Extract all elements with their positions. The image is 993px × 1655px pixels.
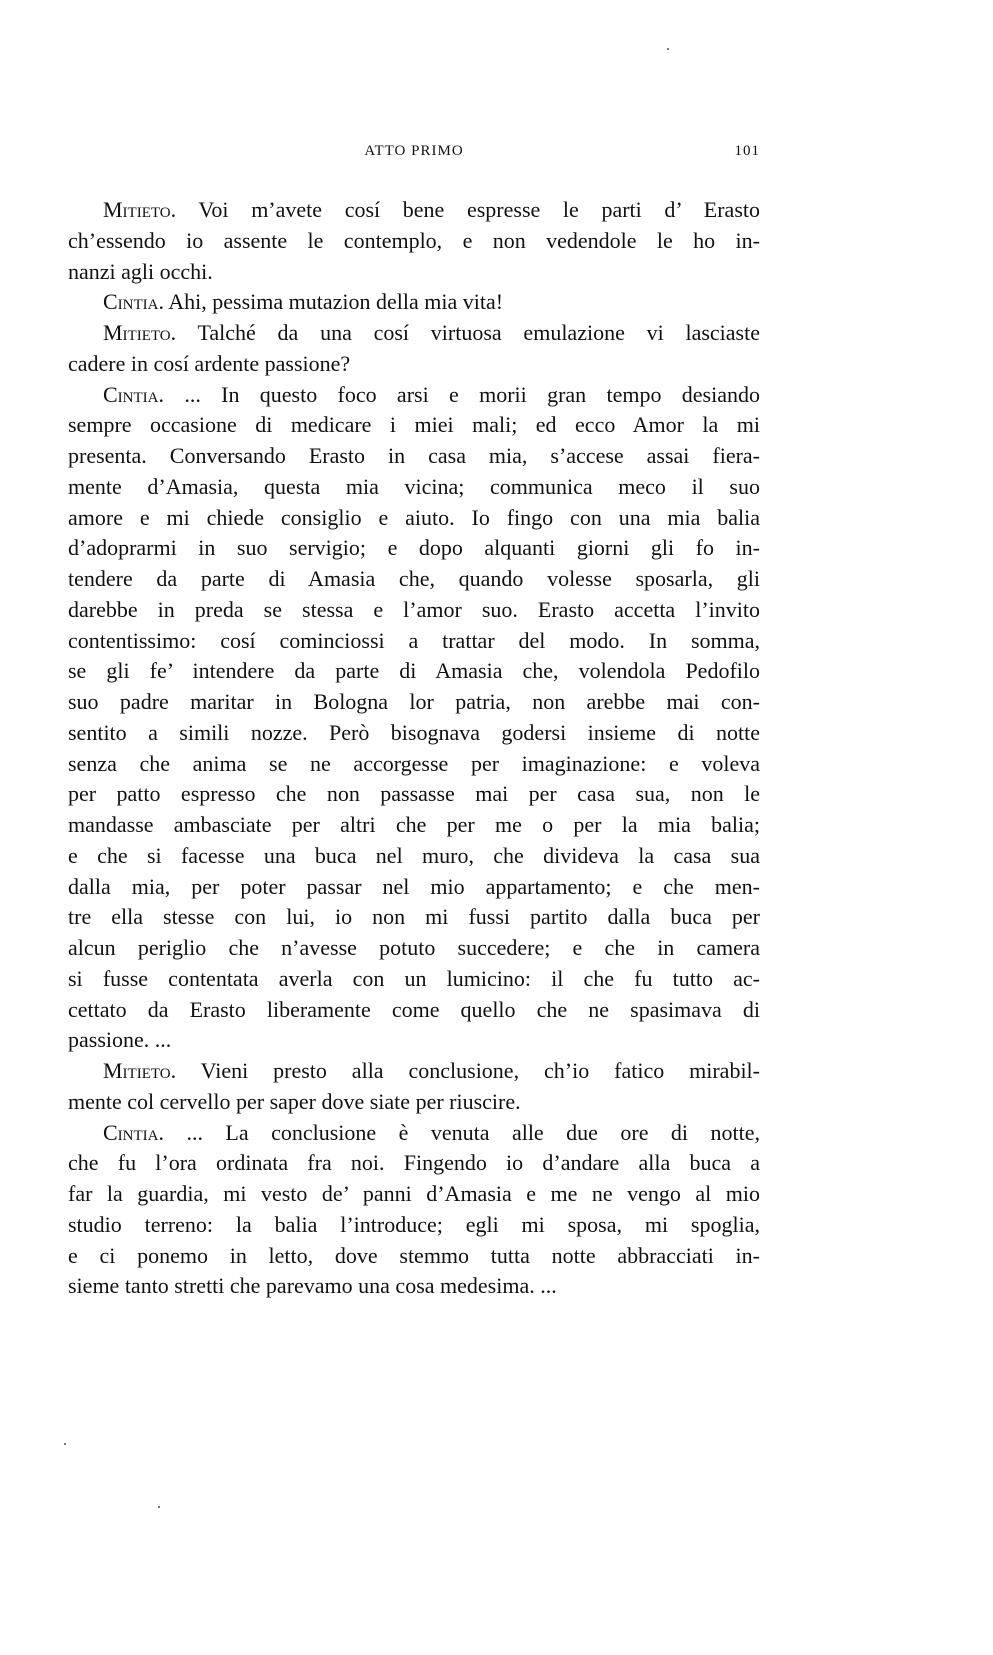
line-text: ... La conclusione è venuta alle due ore di notte, xyxy=(164,1119,760,1145)
line-text: ch’essendo io assente le contemplo, e non vedendole le ho in- xyxy=(68,227,760,253)
scan-speck xyxy=(158,1506,160,1508)
text-line xyxy=(68,1025,760,1056)
speaker-name: Mitieto. xyxy=(103,1058,177,1083)
text-line xyxy=(68,287,760,318)
speaker-name: Cintia. xyxy=(103,1119,164,1145)
line-text: Ahi, pessima mutazion della mia vita! xyxy=(164,289,504,315)
text-line xyxy=(68,656,760,687)
text-line xyxy=(68,1087,760,1118)
line-text: Voi m’avete cosí bene espresse le parti d’ Erasto xyxy=(176,197,760,222)
line-text: sentito a simili nozze. Però bisognava godersi insieme di notte xyxy=(68,719,760,745)
text-line xyxy=(68,1056,760,1087)
page-number: 101 xyxy=(734,143,760,159)
line-text: e ci ponemo in letto, dove stemmo tutta notte abbracciati in- xyxy=(68,1242,760,1268)
line-text: ... In questo foco arsi e morii gran tempo desiando xyxy=(164,381,760,407)
text-line xyxy=(68,749,760,780)
line-text: sempre occasione di medicare i miei mali; ed ecco Amor la mi xyxy=(68,412,760,438)
line-text: dalla mia, per poter passar nel mio appartamento; e che men- xyxy=(68,873,760,899)
page-header xyxy=(68,143,760,167)
text-line xyxy=(68,195,760,226)
line-text: tendere da parte di Amasia che, quando volesse sposarla, gli xyxy=(68,566,760,591)
text-line xyxy=(68,779,760,810)
speaker-name: Cintia. xyxy=(103,289,164,315)
line-text: presenta. Conversando Erasto in casa mia, s’accese assai fiera- xyxy=(68,443,760,468)
text-line xyxy=(68,902,760,933)
line-text: darebbe in preda se stessa e l’amor suo. Erasto accetta l’invito xyxy=(68,596,760,622)
dialogue-text xyxy=(68,195,760,1302)
speaker-name: Mitieto. xyxy=(103,197,177,222)
line-text: mente col cervello per saper dove siate per riuscire. xyxy=(68,1088,521,1114)
line-text: che fu l’ora ordinata fra noi. Fingendo io d’andare alla buca a xyxy=(68,1150,760,1176)
text-line xyxy=(68,410,760,441)
text-line xyxy=(68,226,760,257)
speaker-name: Mitieto. xyxy=(103,320,177,345)
line-text: contentissimo: cosí cominciossi a trattar del modo. In somma, xyxy=(68,627,760,653)
text-line xyxy=(68,318,760,349)
text-line xyxy=(68,1179,760,1210)
text-line xyxy=(68,380,760,411)
text-line xyxy=(68,933,760,964)
text-line xyxy=(68,841,760,872)
text-line xyxy=(68,349,760,380)
line-text: amore e mi chiede consiglio e aiuto. Io fingo con una mia balia xyxy=(68,504,760,530)
text-line xyxy=(68,1210,760,1241)
text-line xyxy=(68,872,760,903)
line-text: si fusse contentata averla con un lumicino: il che fu tutto ac- xyxy=(68,965,760,991)
text-line xyxy=(68,257,760,288)
line-text: se gli fe’ intendere da parte di Amasia che, volendola Pedofilo xyxy=(68,658,760,684)
line-text: senza che anima se ne accorgesse per imaginazione: e voleva xyxy=(68,750,760,776)
line-text: passione. ... xyxy=(68,1027,172,1053)
text-line xyxy=(68,1148,760,1179)
text-line xyxy=(68,810,760,841)
speaker-name: Cintia. xyxy=(103,381,164,407)
line-text: mente d’Amasia, questa mia vicina; communica meco il suo xyxy=(68,473,760,499)
line-text: cadere in cosí ardente passione? xyxy=(68,350,351,376)
line-text: Talché da una cosí virtuosa emulazione vi lasciaste xyxy=(176,320,760,345)
text-line xyxy=(68,472,760,503)
text-line xyxy=(68,1241,760,1272)
text-line xyxy=(68,1271,760,1302)
text-line xyxy=(68,995,760,1026)
line-text: far la guardia, mi vesto de’ panni d’Amasia e me ne vengo al mio xyxy=(68,1181,760,1206)
text-line xyxy=(68,595,760,626)
line-text: nanzi agli occhi. xyxy=(68,258,213,284)
text-line xyxy=(68,533,760,564)
line-text: per patto espresso che non passasse mai per casa sua, non le xyxy=(68,781,760,807)
text-line xyxy=(68,687,760,718)
text-line xyxy=(68,503,760,534)
text-line xyxy=(68,1118,760,1149)
text-line xyxy=(68,564,760,595)
text-line xyxy=(68,626,760,657)
line-text: mandasse ambasciate per altri che per me o per la mia balia; xyxy=(68,812,760,837)
line-text: tre ella stesse con lui, io non mi fussi partito dalla buca per xyxy=(68,904,760,930)
line-text: studio terreno: la balia l’introduce; egli mi sposa, mi spoglia, xyxy=(68,1211,760,1237)
scan-speck xyxy=(64,1443,66,1445)
line-text: suo padre maritar in Bologna lor patria, non arebbe mai con- xyxy=(68,689,760,714)
line-text: alcun periglio che n’avesse potuto succedere; e che in camera xyxy=(68,935,760,960)
line-text: e che si facesse una buca nel muro, che divideva la casa sua xyxy=(68,842,760,868)
scan-speck xyxy=(667,48,669,50)
text-line xyxy=(68,718,760,749)
line-text: cettato da Erasto liberamente come quello che ne spasimava di xyxy=(68,996,760,1022)
line-text: Vieni presto alla conclusione, ch’io fatico mirabil- xyxy=(176,1058,760,1083)
text-line xyxy=(68,441,760,472)
running-title: ATTO PRIMO xyxy=(364,143,464,159)
text-line xyxy=(68,964,760,995)
line-text: sieme tanto stretti che parevamo una cosa medesima. ... xyxy=(68,1273,557,1299)
line-text: d’adoprarmi in suo servigio; e dopo alquanti giorni gli fo in- xyxy=(68,535,760,561)
